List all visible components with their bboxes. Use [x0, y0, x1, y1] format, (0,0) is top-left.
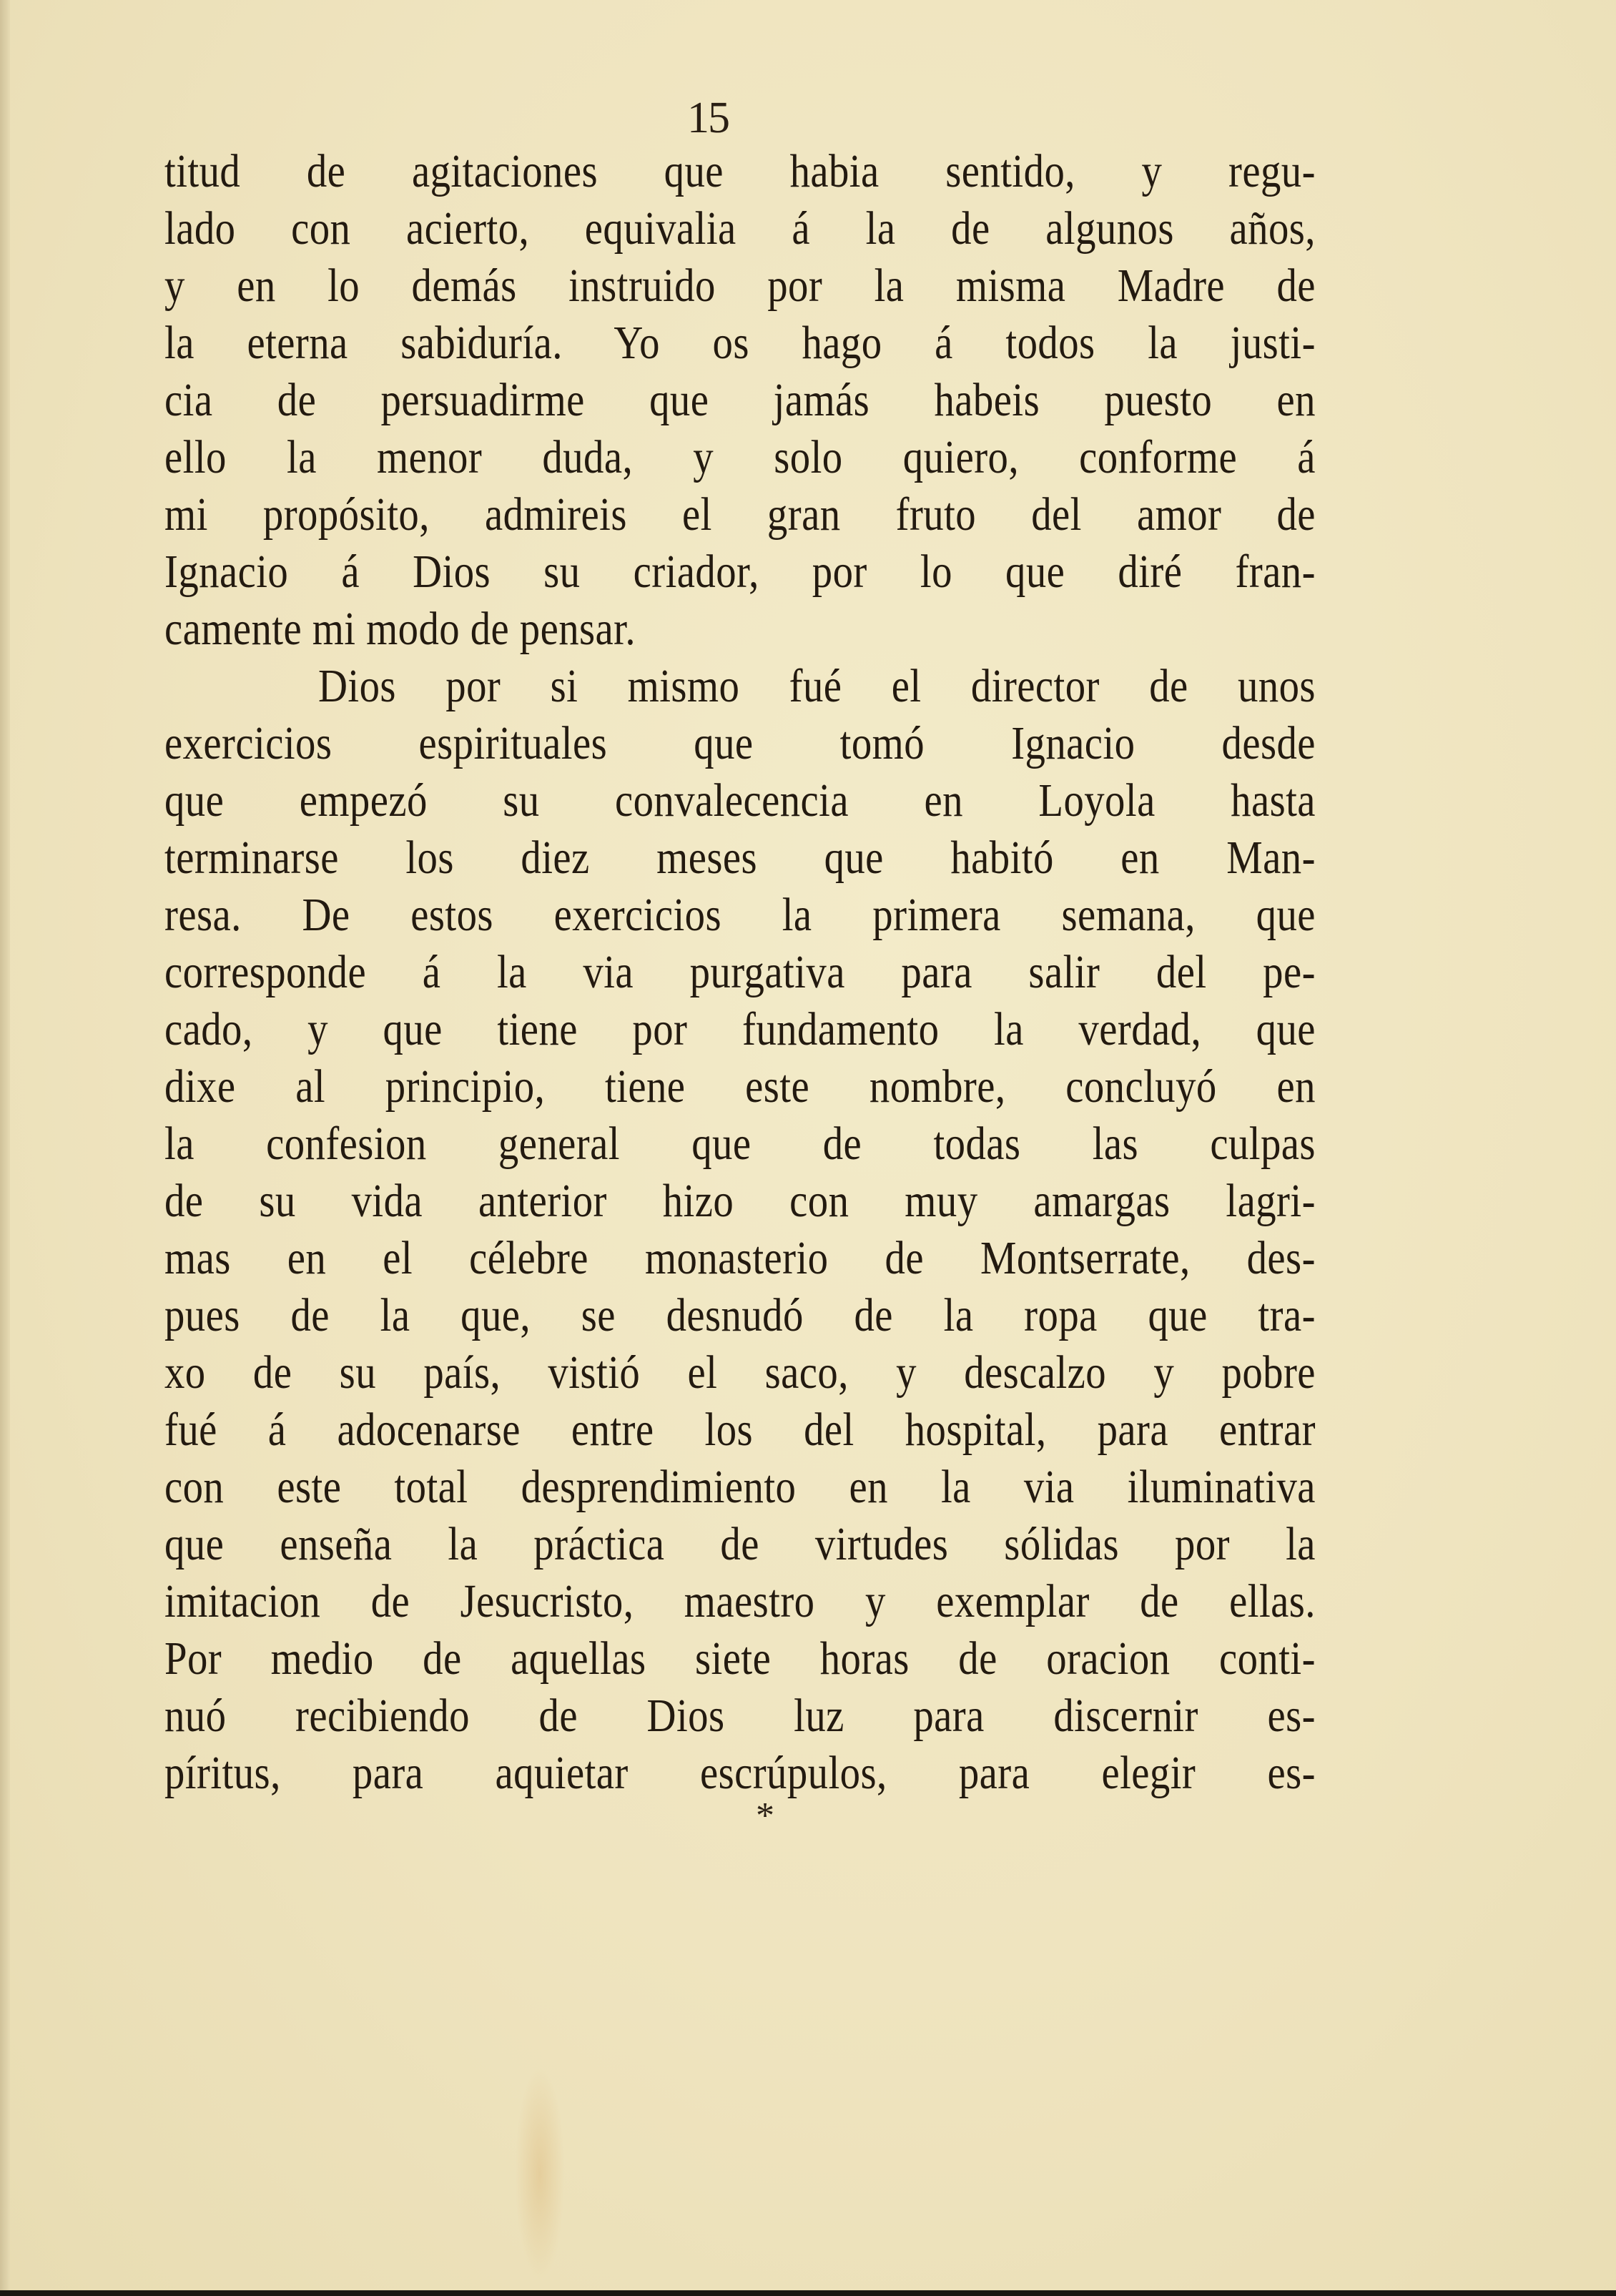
- text-line: fué á adocenarse entre los del hospital, para entrar: [164, 1404, 1316, 1456]
- text-line: resa. De estos exercicios la primera semana, que: [164, 889, 1316, 941]
- text-line: la confesion general que de todas las culpas: [164, 1118, 1316, 1170]
- text-line: mas en el célebre monasterio de Montserrate, des-: [164, 1232, 1316, 1284]
- text-line: Ignacio á Dios su criador, por lo que diré fran-: [164, 546, 1316, 598]
- text-line: con este total desprendimiento en la via iluminativa: [164, 1461, 1316, 1513]
- text-line: terminarse los diez meses que habitó en Man-: [164, 832, 1316, 884]
- text-line: camente mi modo de pensar.: [164, 603, 636, 655]
- text-line: nuó recibiendo de Dios luz para discernir es-: [164, 1690, 1316, 1742]
- text-line: dixe al principio, tiene este nombre, concluyó en: [164, 1060, 1316, 1113]
- text-line: que empezó su convalecencia en Loyola hasta: [164, 774, 1316, 827]
- text-line: Por medio de aquellas siete horas de oracion conti-: [164, 1632, 1316, 1685]
- body-text: [164, 143, 1316, 1802]
- page-edge: [0, 0, 10, 2290]
- text-line: pues de la que, se desnudó de la ropa que tra-: [164, 1289, 1316, 1341]
- text-line: píritus, para aquietar escrúpulos, para elegir es-: [164, 1747, 1316, 1799]
- paragraph-2: [164, 658, 1316, 1802]
- scan-bottom-border: [0, 2290, 1616, 2296]
- text-line: imitacion de Jesucristo, maestro y exemplar de ellas.: [164, 1575, 1316, 1627]
- text-line: ello la menor duda, y solo quiero, conforme á: [164, 431, 1316, 483]
- text-line: xo de su país, vistió el saco, y descalzo y pobre: [164, 1346, 1316, 1399]
- text-line: que enseña la práctica de virtudes sólidas por la: [164, 1518, 1316, 1570]
- text-line: y en lo demás instruido por la misma Madre de: [164, 260, 1316, 312]
- text-line: titud de agitaciones que habia sentido, y regu-: [164, 145, 1316, 197]
- text-line: cia de persuadirme que jamás habeis puesto en: [164, 374, 1316, 426]
- text-line: exercicios espirituales que tomó Ignacio desde: [164, 717, 1316, 769]
- paper-stain: [515, 2066, 565, 2281]
- text-line: cado, y que tiene por fundamento la verdad, que: [164, 1003, 1316, 1055]
- page-number: 15: [687, 94, 729, 142]
- text-line: mi propósito, admireis el gran fruto del amor de: [164, 488, 1316, 541]
- text-line: lado con acierto, equivalia á la de algunos años,: [164, 202, 1316, 255]
- paragraph-1: [164, 143, 1316, 658]
- text-line: la eterna sabiduría. Yo os hago á todos la justi-: [164, 317, 1316, 369]
- text-line: Dios por si mismo fué el director de unos: [318, 660, 1316, 712]
- text-line: de su vida anterior hizo con muy amargas lagri-: [164, 1175, 1316, 1227]
- signature-asterisk-icon: *: [756, 1795, 774, 1836]
- text-line: corresponde á la via purgativa para salir del pe-: [164, 946, 1316, 998]
